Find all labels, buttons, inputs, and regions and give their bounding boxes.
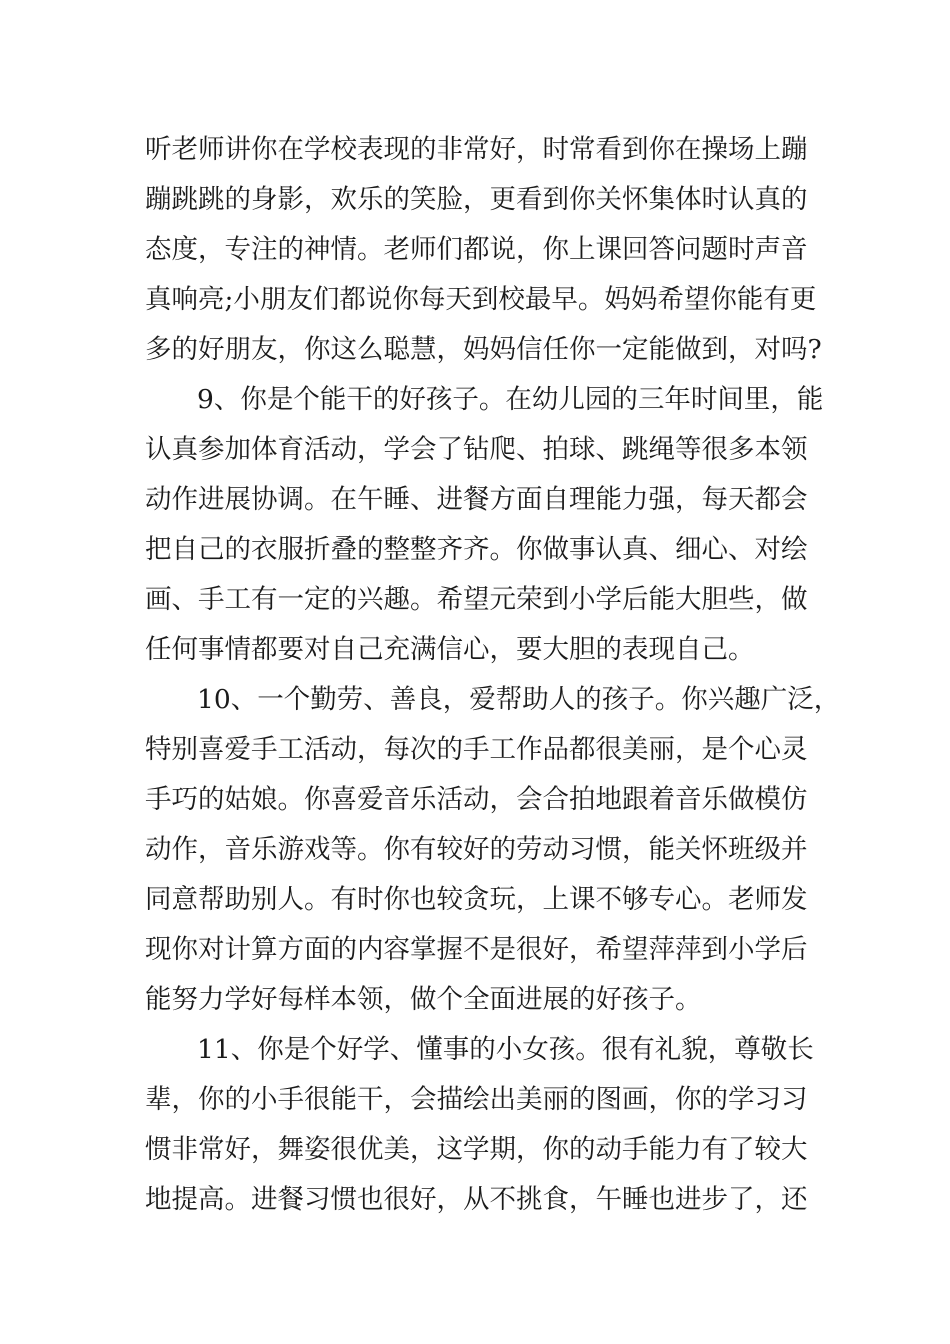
text-line: 蹦跳跳的身影，欢乐的笑脸，更看到你关怀集体时认真的: [145, 184, 808, 215]
text-line: 态度，专注的神情。老师们都说，你上课回答问题时声音: [145, 234, 808, 265]
text-line: 现你对计算方面的内容掌握不是很好，希望萍萍到小学后: [145, 934, 808, 965]
text-line: 手巧的姑娘。你喜爱音乐活动，会合拍地跟着音乐做模仿: [145, 784, 808, 815]
paragraph-start-line: 11、你是个好学、懂事的小女孩。很有礼貌，尊敬长: [197, 1034, 814, 1065]
text-line: 画、手工有一定的兴趣。希望元荣到小学后能大胆些，做: [145, 584, 808, 615]
text-line: 把自己的衣服折叠的整整齐齐。你做事认真、细心、对绘: [145, 534, 808, 565]
paragraph-start-line: 10、一个勤劳、善良，爱帮助人的孩子。你兴趣广泛，: [197, 684, 841, 715]
text-line: 真响亮;小朋友们都说你每天到校最早。妈妈希望你能有更: [145, 284, 817, 315]
text-line: 动作进展协调。在午睡、进餐方面自理能力强，每天都会: [145, 484, 808, 515]
text-line: 听老师讲你在学校表现的非常好，时常看到你在操场上蹦: [145, 134, 808, 165]
text-line: 地提高。进餐习惯也很好，从不挑食，午睡也进步了，还: [145, 1184, 808, 1215]
text-line: 惯非常好，舞姿很优美，这学期，你的动手能力有了较大: [145, 1134, 808, 1165]
text-line: 多的好朋友，你这么聪慧，妈妈信任你一定能做到，对吗?: [145, 334, 822, 365]
text-line: 认真参加体育活动，学会了钻爬、拍球、跳绳等很多本领: [145, 434, 808, 465]
text-line: 动作，音乐游戏等。你有较好的劳动习惯，能关怀班级并: [145, 834, 808, 865]
text-line: 辈，你的小手很能干，会描绘出美丽的图画，你的学习习: [145, 1084, 808, 1115]
text-line: 同意帮助别人。有时你也较贪玩，上课不够专心。老师发: [145, 884, 808, 915]
paragraph-start-line: 9、你是个能干的好孩子。在幼儿园的三年时间里，能: [197, 384, 824, 415]
text-line: 能努力学好每样本领，做个全面进展的好孩子。: [145, 984, 702, 1015]
text-line: 任何事情都要对自己充满信心，要大胆的表现自己。: [145, 634, 755, 665]
text-line: 特别喜爱手工活动，每次的手工作品都很美丽，是个心灵: [145, 734, 808, 765]
